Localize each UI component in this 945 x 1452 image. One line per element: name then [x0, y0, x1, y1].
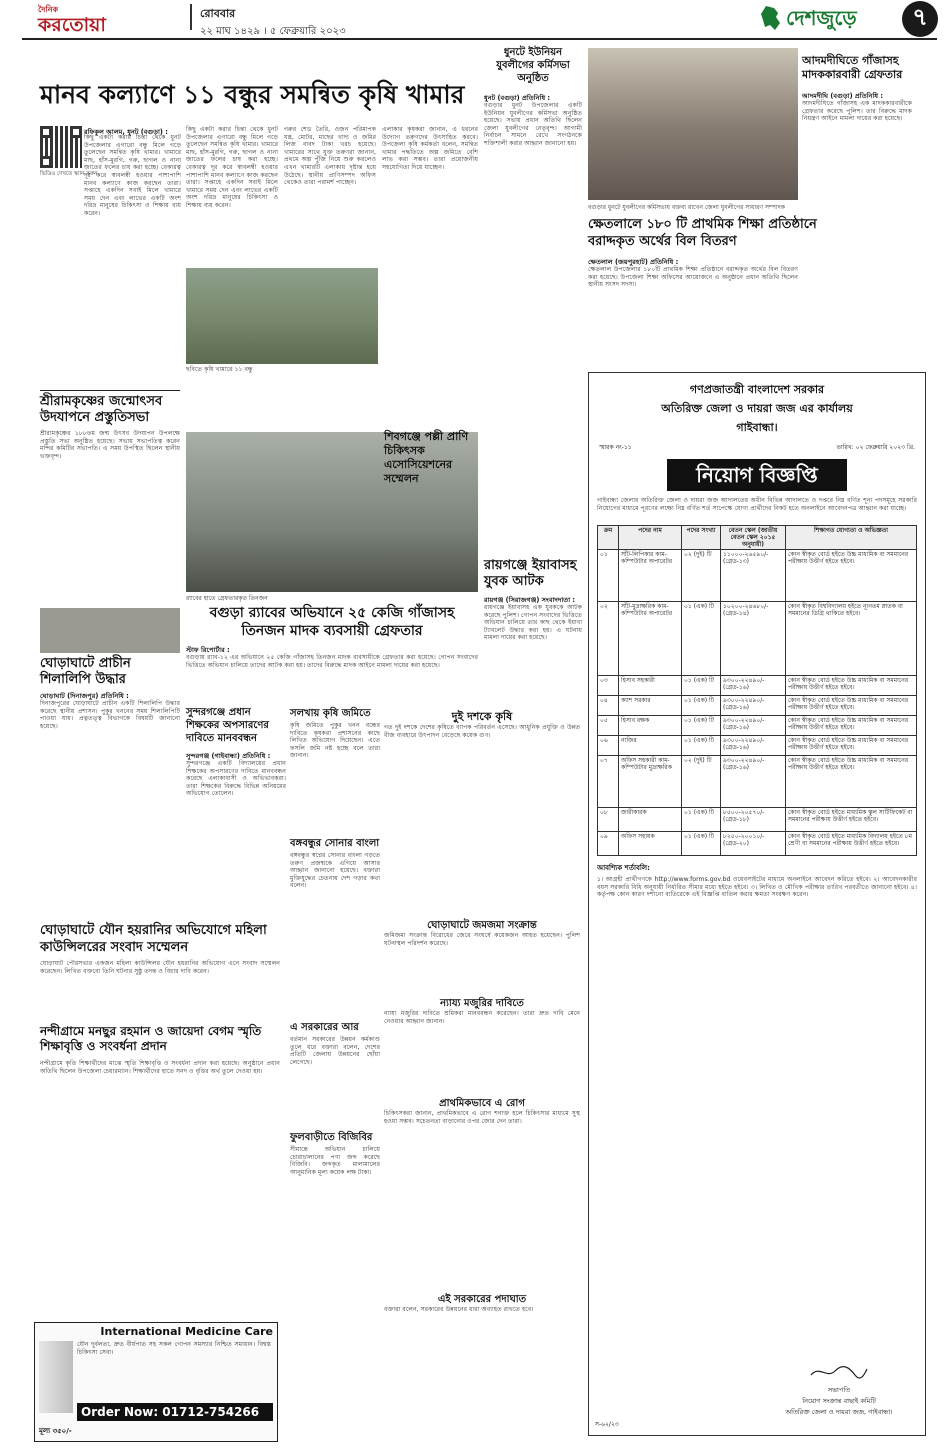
article-body: কৃষি জমিতে পুকুর খনন বন্ধের দাবিতে কৃষকরা প্রশাসনের কাছে লিখিত অভিযোগ দিয়েছেন। এতে ফসলি জমি নষ্ট হচ্ছে বলে তারা জানান। — [290, 722, 380, 760]
masthead-rule — [22, 38, 937, 40]
article-body: সুন্দরগঞ্জে একটি বিদ্যালয়ের প্রধান শিক্ষকের অপসারণের দাবিতে মানববন্ধন করেছে এলাকাবাসী ও অভিভাবকরা। তারা শিক্ষকের বিরুদ্ধে বিভিন্ন অনিয়মের অভিযোগ তোলেন। — [186, 760, 286, 798]
article-body: জমিজমা সংক্রান্ত বিরোধের জেরে সংঘর্ষে কয়েকজন আহত হয়েছেন। পুলিশ ঘটনাস্থল পরিদর্শন করেছে। — [384, 932, 580, 947]
table-cell: ৯৩০০-২২৪৯০/- (গ্রেড-১৬) — [721, 716, 786, 736]
table-header: পদের নাম — [619, 526, 682, 550]
table-cell: অফিস সহকারী কাম-কম্পিউটার মুদ্রাক্ষরিক — [619, 756, 682, 808]
jubolig-photo — [588, 48, 798, 200]
table-cell: সাঁট-লিপিকার কাম-কম্পিউটার অপারেটর — [619, 550, 682, 602]
article-body: আদমদীঘিতে গাঁজাসহ এক মাদককারবারীকে গ্রেফতার করেছে পুলিশ। তার বিরুদ্ধে মাদক নিয়ন্ত্রণ আইনে মামলা দায়ের করা হয়েছে। — [802, 100, 912, 123]
table-header: শিক্ষাগত যোগ্যতা ও অভিজ্ঞতা — [786, 526, 917, 550]
article-body: চিকিৎসকরা জানান, প্রাথমিকভাবে এ রোগ শনাক্ত হলে চিকিৎসার মাধ্যমে সুস্থ হওয়া সম্ভব। সচেতনতা বাড়ানোর ওপর জোর দেন তারা। — [384, 1110, 580, 1125]
article-title: সলখায় কৃষি জমিতে — [290, 708, 371, 719]
signature-block — [759, 1363, 919, 1418]
sign-committee: নিয়োগ সংক্রান্ত বাছাই কমিটি — [802, 1397, 876, 1405]
table-cell: কোন স্বীকৃত বোর্ড হইতে মাধ্যমিক বিদ্যালয় হইতে ৮ম শ্রেণী বা সমমানের পরীক্ষায় উত্তীর্ণ হইতে হইবে। — [786, 832, 917, 856]
table-cell: কোন স্বীকৃত বোর্ড হইতে উচ্চ মাধ্যমিক বা সমমানের পরীক্ষায় উত্তীর্ণ হইতে হইবে। — [786, 716, 917, 736]
article-byline: ঘোড়াঘাট (দিনাজপুর) প্রতিনিধি : — [40, 692, 129, 700]
article-title: সুন্দরগঞ্জে প্রধান শিক্ষকের অপসারণের দাবিতে মানববন্ধন — [186, 707, 269, 744]
masthead-day: রোববার — [200, 7, 236, 20]
article-title: দুই দশকে কৃষি — [451, 710, 513, 723]
masthead-date: ২২ মাঘ ১৪২৯ । ৫ ফেব্রুয়ারি ২০২৩ — [200, 26, 346, 37]
qr-caption: ভিডিও দেখতে স্ক্যান করুন — [40, 171, 98, 177]
table-cell: কোন স্বীকৃত বোর্ড হইতে উচ্চ মাধ্যমিক বা সমমানের পরীক্ষায় উত্তীর্ণ হইতে হইবে। — [786, 696, 917, 716]
lead-photo — [186, 268, 378, 364]
table-cell: ০২ (দুই) টি — [682, 550, 721, 602]
article-byline: আদমদীঘি (বগুড়া) প্রতিনিধি : — [802, 92, 883, 100]
page-number: ৭ — [902, 1, 938, 37]
article-title: প্রাথমিকভাবে এ রোগ — [439, 1098, 525, 1109]
article-title: ঘোড়াঘাটে যৌন হয়রানির অভিযোগে মহিলা কাউন্সিলরের সংবাদ সম্মেলন — [40, 923, 267, 955]
paper-name: করতোয়া — [38, 14, 106, 36]
table-cell: ০১ (এক) টি — [682, 808, 721, 832]
table-cell: ০২ — [598, 602, 619, 676]
lead-body-col3: গরুর শেড তৈরি, ওজন পরিমাপক যন্ত্র, মোটর, মাছের খাদ্য ও জমির লিজ বাবদ টাকা খরচ হয়েছে। খামারের সাথে যুক্ত তরুণরা জানান, প্রথমে অল্প পুঁজি নিয়ে শুরু করলেও এখন খামারটি এলাকায় দৃষ্টান্ত হয়ে উঠেছে। স্থানীয় প্রাণিসম্পদ অফিস থেকেও তারা পরামর্শ পাচ্ছেন। — [284, 126, 376, 187]
article-byline: রায়গঞ্জ (সিরাজগঞ্জ) সংবাদদাতা : — [484, 596, 576, 604]
ad-product-image — [39, 1341, 73, 1413]
article-body: গত দুই দশকে দেশের কৃষিতে ব্যাপক পরিবর্তন এসেছে। আধুনিক প্রযুক্তি ও উন্নত বীজ ব্যবহারে উৎপাদন বেড়েছে কয়েক গুণ। — [384, 724, 580, 739]
article-title: এ সরকারের আর — [290, 1022, 359, 1033]
signature-icon — [809, 1363, 869, 1381]
table-cell: নাজির — [619, 736, 682, 756]
table-cell: ০৬ — [598, 736, 619, 756]
article-title: ন্যায্য মজুরির দাবিতে — [440, 998, 524, 1009]
table-row — [598, 808, 917, 832]
table-cell: ০১ (এক) টি — [682, 736, 721, 756]
ad-price: মূল্য ৩৫০/- — [39, 1427, 72, 1435]
table-cell: ০৮ — [598, 808, 619, 832]
article-title: বঙ্গবন্ধুর সোনার বাংলা — [290, 838, 380, 849]
table-cell: অফিস সহায়ক — [619, 832, 682, 856]
sign-office: অতিরিক্ত জেলা ও দায়রা জজ, গাইবান্ধা। — [785, 1408, 893, 1416]
article-body: নন্দীগ্রামে কৃতি শিক্ষার্থীদের মাঝে স্মৃতি শিক্ষাবৃত্তি ও সংবর্ধনা প্রদান করা হয়েছে। অনুষ্ঠানে প্রধান অতিথি ছিলেন উপজেলা চেয়ারম্যান। শিক্ষার্থীদের হাতে সনদ ও বৃত্তির অর্থ তুলে দেওয়া হয়। — [40, 1060, 280, 1075]
medicine-ad[interactable] — [34, 1322, 278, 1442]
article-body: বঙ্গবন্ধুর স্বপ্নের সোনার বাংলা গড়তে তরুণ প্রজন্মকে এগিয়ে আসার আহ্বান জানানো হয়েছে। বক্তারা মুক্তিযুদ্ধের চেতনায় দেশ গড়ার কথা বলেন। — [290, 852, 380, 890]
article-byline: ক্ষেতলাল (জয়পুরহাট) প্রতিনিধি : — [588, 258, 679, 266]
article-body: বগুড়ায় র‍্যাব-১২ এর অভিযানে ২৫ কেজি গাঁজাসহ তিনজন মাদক ব্যবসায়ীকে গ্রেফতার করা হয়েছে। গোপন সংবাদের ভিত্তিতে অভিযান চালিয়ে তাদের আটক করা হয়। তাদের বিরুদ্ধে মাদক আইনে মামলা দায়ের করা হয়েছে। — [186, 654, 478, 669]
table-cell: ০৩ — [598, 676, 619, 696]
article-title: ক্ষেতলালে ১৮০ টি প্রাথমিক শিক্ষা প্রতিষ্ঠানে বরাদ্দকৃত অর্থের বিল বিতরণ — [588, 217, 817, 249]
paper-small-name: দৈনিক — [38, 5, 59, 14]
table-cell: সাঁট-মুদ্রাক্ষরিক কাম-কম্পিউটার অপারেটর — [619, 602, 682, 676]
table-row — [598, 550, 917, 602]
table-row — [598, 832, 917, 856]
table-cell: ০৫ — [598, 716, 619, 736]
lead-body-col4: এলাকার কৃষকরা জানান, এ ধরনের উদ্যোগ তরুণদের উৎসাহিত করবে। উপজেলা কৃষি কর্মকর্তা বলেন, সমন্বিত খামার পদ্ধতিতে অল্প জমিতে বেশি লাভ করা সম্ভব। তারা প্রয়োজনীয় সহযোগিতা দিয়ে যাচ্ছেন। — [382, 126, 478, 171]
article-body: বর্তমান সরকারের উন্নয়ন কর্মকাণ্ড তুলে ধরে বক্তারা বলেন, দেশের প্রতিটি জেলায় উন্নয়নের ছোঁয়া লেগেছে। — [290, 1036, 380, 1066]
lead-photo-caption: ছবিতে কৃষি খামারে ১১ বন্ধু — [186, 366, 253, 373]
table-cell: জারীকারক — [619, 808, 682, 832]
article-title: ঘোড়াঘাটে জমজমা সংক্রান্ত — [427, 920, 537, 931]
table-cell: ৯৩০০-২২৪৯০/- (গ্রেড-১৬) — [721, 696, 786, 716]
notice-intro: গাইবান্ধা জেলার অতিরিক্ত জেলা ও দায়রা জজ আদালতের অধীন বিভিন্ন আদালতে ও দপ্তরে নিম্ন বর্ণিত শূন্য পদসমূহে সরকারি নিয়োগের মাধ্যমে পূরণের লক্ষ্যে নিম্ন বর্ণিত শর্ত সাপেক্ষে যোগ্য প্রার্থীদের নিকট হতে অনলাইনে আবেদনপত্র আহ্বান করা যাচ্ছে। — [597, 497, 917, 512]
section-title: দেশজুড়ে — [786, 6, 857, 30]
notice-gov: গণপ্রজাতন্ত্রী বাংলাদেশ সরকার — [689, 383, 825, 396]
lead-headline: মানব কল্যাণে ১১ বন্ধুর সমন্বিত কৃষি খামার — [40, 80, 465, 109]
table-row — [598, 736, 917, 756]
notice-date: তারিখ: ০২ ফেব্রুয়ারি ২০২৩ খ্রি. — [836, 444, 915, 451]
article-body: সীমান্তে অভিযান চালিয়ে চোরাচালানের পণ্য জব্দ করেছে বিজিবি। জব্দকৃত মালামালের আনুমানিক মূল্য কয়েক লক্ষ টাকা। — [290, 1146, 380, 1176]
article-title: এই সরকারের পদাঘাত — [437, 1294, 527, 1305]
table-header: ক্রম — [598, 526, 619, 550]
lead-qr-code[interactable] — [40, 126, 82, 168]
conditions-body: ১। আগ্রহী প্রার্থীগণকে http://www.forms.gov.bd ওয়েবসাইটের মাধ্যমে অনলাইনে আবেদন করিতে হইবে। ২। আবেদনকারীর বয়স সরকারি বিধি অনুযায়ী নির্ধারিত সীমার মধ্যে হইতে হইবে। ৩। লিখিত ও মৌখিক পরীক্ষার তারিখ পরবর্তীতে জানানো হইবে। ৪। কর্তৃপক্ষ কোন কারণ দর্শানো ব্যতিরেকে এই বিজ্ঞপ্তি বাতিল করার ক্ষমতা সংরক্ষণ করেন। — [597, 876, 917, 899]
table-cell: ০১ (এক) টি — [682, 602, 721, 676]
table-cell: কোন স্বীকৃত বিশ্ববিদ্যালয় হইতে ন্যূনতম স্নাতক বা সমমানের ডিগ্রি থাকিতে হইবে। — [786, 602, 917, 676]
article-body: বক্তারা বলেন, সরকারের উন্নয়নের ধারা অব্যাহত রাখতে হবে। — [384, 1306, 534, 1313]
raid-photo-caption: র‍্যাবের হাতে গ্রেফতারকৃত তিনজন — [186, 595, 268, 602]
table-cell: ৯৩০০-২২৪৯০/- (গ্রেড-১৬) — [721, 756, 786, 808]
job-notice — [588, 372, 926, 1436]
article-title: ধুনটে ইউনিয়ন যুবলীগের কর্মিসভা অনুষ্ঠিত — [496, 47, 570, 84]
table-cell: ৯৩০০-২২৪৯০/- (গ্রেড-১৬) — [721, 676, 786, 696]
bangladesh-map-icon — [760, 5, 782, 31]
article-body: বগুড়ার ধুনট উপজেলার একটি ইউনিয়ন যুবলীগের কর্মিসভা অনুষ্ঠিত হয়েছে। সভায় প্রধান অতিথি ছিলেন জেলা যুবলীগের নেতৃবৃন্দ। আগামী নির্বাচন সামনে রেখে সংগঠনকে শক্তিশালী করার আহ্বান জানানো হয়। — [484, 102, 582, 147]
jubolig-photo-caption: বগুড়ার ধুনটে যুবলীগের কর্মিসভায় বক্তব্য রাখেন জেলা যুবলীগের সাধারণ সম্পাদক — [588, 204, 785, 211]
table-cell: ০৯ — [598, 832, 619, 856]
table-row — [598, 676, 917, 696]
table-cell: ৮২৫০-২০০১০/- (গ্রেড-২০) — [721, 832, 786, 856]
article-body: শ্রীরামকৃষ্ণের ১৮৮তম জন্ম উৎসব উদযাপন উপলক্ষে প্রস্তুতি সভা অনুষ্ঠিত হয়েছে। সভায় সভাপতিত্ব করেন মন্দির কমিটির সভাপতি। এ সময় উপস্থিত ছিলেন স্থানীয় ভক্তবৃন্দ। — [40, 430, 180, 460]
table-cell: ০১ (এক) টি — [682, 696, 721, 716]
notice-office: অতিরিক্ত জেলা ও দায়রা জজ এর কার্যালয় — [661, 402, 853, 415]
table-cell: ০২ (দুই) টি — [682, 756, 721, 808]
article-title: শ্রীরামকৃষ্ণের জন্মোৎসব উদযাপনে প্রস্তুতিসভা — [40, 394, 163, 425]
table-cell: কোন স্বীকৃত বোর্ড হইতে মাধ্যমিক স্কুল সার্টিফিকেট বা সমমানের পরীক্ষায় উত্তীর্ণ হইতে হইবে। — [786, 808, 917, 832]
table-cell: ০৪ — [598, 696, 619, 716]
table-header: পদের সংখ্যা — [682, 526, 721, 550]
table-cell: ০১ (এক) টি — [682, 676, 721, 696]
notice-memo: স্মারক নং-১১ — [599, 444, 632, 451]
table-cell: ক্যাশ সরকার — [619, 696, 682, 716]
table-cell: ১১০০০-২৬৫৯০/- (গ্রেড-১৩) — [721, 550, 786, 602]
divider — [40, 390, 180, 391]
table-cell: ১০২০০-২৪৬৮০/- (গ্রেড-১৪) — [721, 602, 786, 676]
lead-body: কিছু একটা করার চিন্তা থেকে ধুনট উপজেলার এগারো বন্ধু মিলে গড়ে তুলেছেন সমন্বিত কৃষি খামার। খামারে মাছ, হাঁস-মুরগি, গরু, ছাগল ও নানা জাতের ফলের চাষ করা হচ্ছে। বেকারত্ব দূর করে স্বাবলম্বী হওয়ার পাশাপাশি মানব কল্যাণে কাজ করছেন তারা। সপ্তাহে একদিন সবাই মিলে খামারে সময় দেন এবং লাভের একটি অংশ দরিদ্র মানুষের চিকিৎসা ও শিক্ষায় ব্যয় করেন। — [84, 134, 181, 217]
article-photo — [40, 608, 180, 653]
table-cell: কোন স্বীকৃত বোর্ড হইতে উচ্চ মাধ্যমিক বা সমমানের পরীক্ষায় উত্তীর্ণ হইতে হইবে। — [786, 550, 917, 602]
article-byline: সুন্দরগঞ্জ (গাইবান্ধা) প্রতিনিধি : — [186, 752, 271, 760]
table-header: বেতন স্কেল (জাতীয় বেতন স্কেল ২০১৫ অনুযায়ী) — [721, 526, 786, 550]
table-cell: ৮৫০০-২০৫৭০/- (গ্রেড-১৮) — [721, 808, 786, 832]
article-body: ঘোড়াঘাট পৌরসভার একজন মহিলা কাউন্সিলর যৌন হয়রানির অভিযোগ এনে সংবাদ সম্মেলন করেছেন। লিখিত বক্তব্যে তিনি ঘটনার সুষ্ঠু তদন্ত ও বিচার দাবি করেন। — [40, 960, 280, 975]
table-row — [598, 716, 917, 736]
table-cell: ০৭ — [598, 756, 619, 808]
notice-district: গাইবান্ধা। — [736, 421, 778, 434]
article-byline: স্টাফ রিপোর্টার : — [186, 646, 230, 654]
table-cell: ০১ — [598, 550, 619, 602]
vacancy-table — [597, 525, 917, 856]
table-cell: কোন স্বীকৃত বোর্ড হইতে উচ্চ মাধ্যমিক বা সমমানের পরীক্ষায় উত্তীর্ণ হইতে হইবে। — [786, 736, 917, 756]
table-cell: হিসাব রক্ষক — [619, 716, 682, 736]
table-row — [598, 756, 917, 808]
article-title: আদমদীঘিতে গাঁজাসহ মাদককারবারী গ্রেফতার — [802, 54, 903, 81]
table-cell: হিসাব সহকারী — [619, 676, 682, 696]
masthead — [0, 0, 945, 36]
table-cell: ০১ (এক) টি — [682, 716, 721, 736]
article-title: বগুড়া র‍্যাবের অভিযানে ২৫ কেজি গাঁজাসহ তিনজন মাদক ব্যবসায়ী গ্রেফতার — [209, 605, 455, 639]
table-cell: কোন স্বীকৃত বোর্ড হইতে উচ্চ মাধ্যমিক বা সমমানের পরীক্ষায় উত্তীর্ণ হইতে হইবে। — [786, 756, 917, 808]
article-title: নন্দীগ্রামে মনছুর রহমান ও জায়েদা বেগম স্মৃতি শিক্ষাবৃত্তি ও সংবর্ধনা প্রদান — [40, 1024, 262, 1053]
table-cell: ০১ (এক) টি — [682, 832, 721, 856]
conditions-title: আবশ্যিক শর্তাবলি: — [597, 864, 650, 872]
table-cell: ৯৩০০-২২৪৯০/- (গ্রেড-১৬) — [721, 736, 786, 756]
article-body: রায়গঞ্জে ইয়াবাসহ এক যুবককে আটক করেছে পুলিশ। গোপন সংবাদের ভিত্তিতে অভিযান চালিয়ে তার কাছ থেকে ইয়াবা ট্যাবলেট উদ্ধার করা হয়। এ ঘটনায় মামলা দায়ের করা হয়েছে। — [484, 604, 582, 642]
notice-banner: নিয়োগ বিজ্ঞপ্তি — [667, 459, 847, 491]
ad-order: Order Now: 01712-754266 — [77, 1403, 273, 1421]
article-title: রায়গঞ্জে ইয়াবাসহ যুবক আটক — [484, 558, 577, 589]
ad-body: যৌন দুর্বলতা, দ্রুত বীর্যপাত সহ সকল গোপন সমস্যার নিশ্চিত সমাধান। বিশ্বস্ত চিকিৎসা সেবা। — [77, 1341, 271, 1356]
table-cell: কোন স্বীকৃত বোর্ড হইতে উচ্চ মাধ্যমিক বা সমমানের পরীক্ষায় উত্তীর্ণ হইতে হইবে। — [786, 676, 917, 696]
notice-ref: স-৬২/২৩ — [595, 1421, 619, 1428]
article-title: ঘোড়াঘাটে প্রাচীন শিলালিপি উদ্ধার — [40, 656, 131, 687]
table-row — [598, 696, 917, 716]
article-title: শিবগঞ্জে পল্লী প্রাণি চিকিৎসক এসোসিয়েশনের সম্মেলন — [384, 430, 469, 485]
lead-body-col2: কিছু একটা করার চিন্তা থেকে ধুনট উপজেলার এগারো বন্ধু মিলে গড়ে তুলেছেন সমন্বিত কৃষি খামার। খামারে মাছ, হাঁস-মুরগি, গরু, ছাগল ও নানা জাতের ফলের চাষ করা হচ্ছে। বেকারত্ব দূর করে স্বাবলম্বী হওয়ার পাশাপাশি মানব কল্যাণে কাজ করছেন তারা। সপ্তাহে একদিন সবাই মিলে খামারে সময় দেন এবং লাভের একটি অংশ দরিদ্র মানুষের চিকিৎসা ও শিক্ষায় ব্যয় করেন। — [186, 126, 278, 209]
sign-role: সভাপতি — [827, 1386, 851, 1394]
table-row — [598, 602, 917, 676]
lead-byline: রফিকুল আলম, ধুনট (বগুড়া) : — [84, 128, 168, 136]
article-body: ক্ষেতলাল উপজেলার ১৮০টি প্রাথমিক শিক্ষা প্রতিষ্ঠানে বরাদ্দকৃত অর্থের বিল বিতরণ করা হয়েছে। উপজেলা শিক্ষা অফিসের আয়োজনে এ অনুষ্ঠানে প্রধান অতিথি ছিলেন স্থানীয় সংসদ সদস্য। — [588, 266, 798, 289]
article-body: দিনাজপুরের ঘোড়াঘাটে প্রাচীন একটি শিলালিপি উদ্ধার করেছে স্থানীয় প্রশাসন। পুকুর খননের সময় শিলালিপিটি পাওয়া যায়। প্রত্নতত্ত্ব বিভাগকে বিষয়টি জানানো হয়েছে। — [40, 700, 180, 730]
article-title: ফুলবাড়ীতে বিজিবির — [290, 1132, 373, 1143]
article-byline: ধুনট (বগুড়া) প্রতিনিধি : — [484, 94, 551, 102]
ad-title: International Medicine Care — [100, 1325, 273, 1338]
article-body: ন্যায্য মজুরির দাবিতে শ্রমিকরা মানববন্ধন করেছেন। তারা দ্রুত দাবি মেনে নেওয়ার আহ্বান জানান। — [384, 1010, 580, 1025]
